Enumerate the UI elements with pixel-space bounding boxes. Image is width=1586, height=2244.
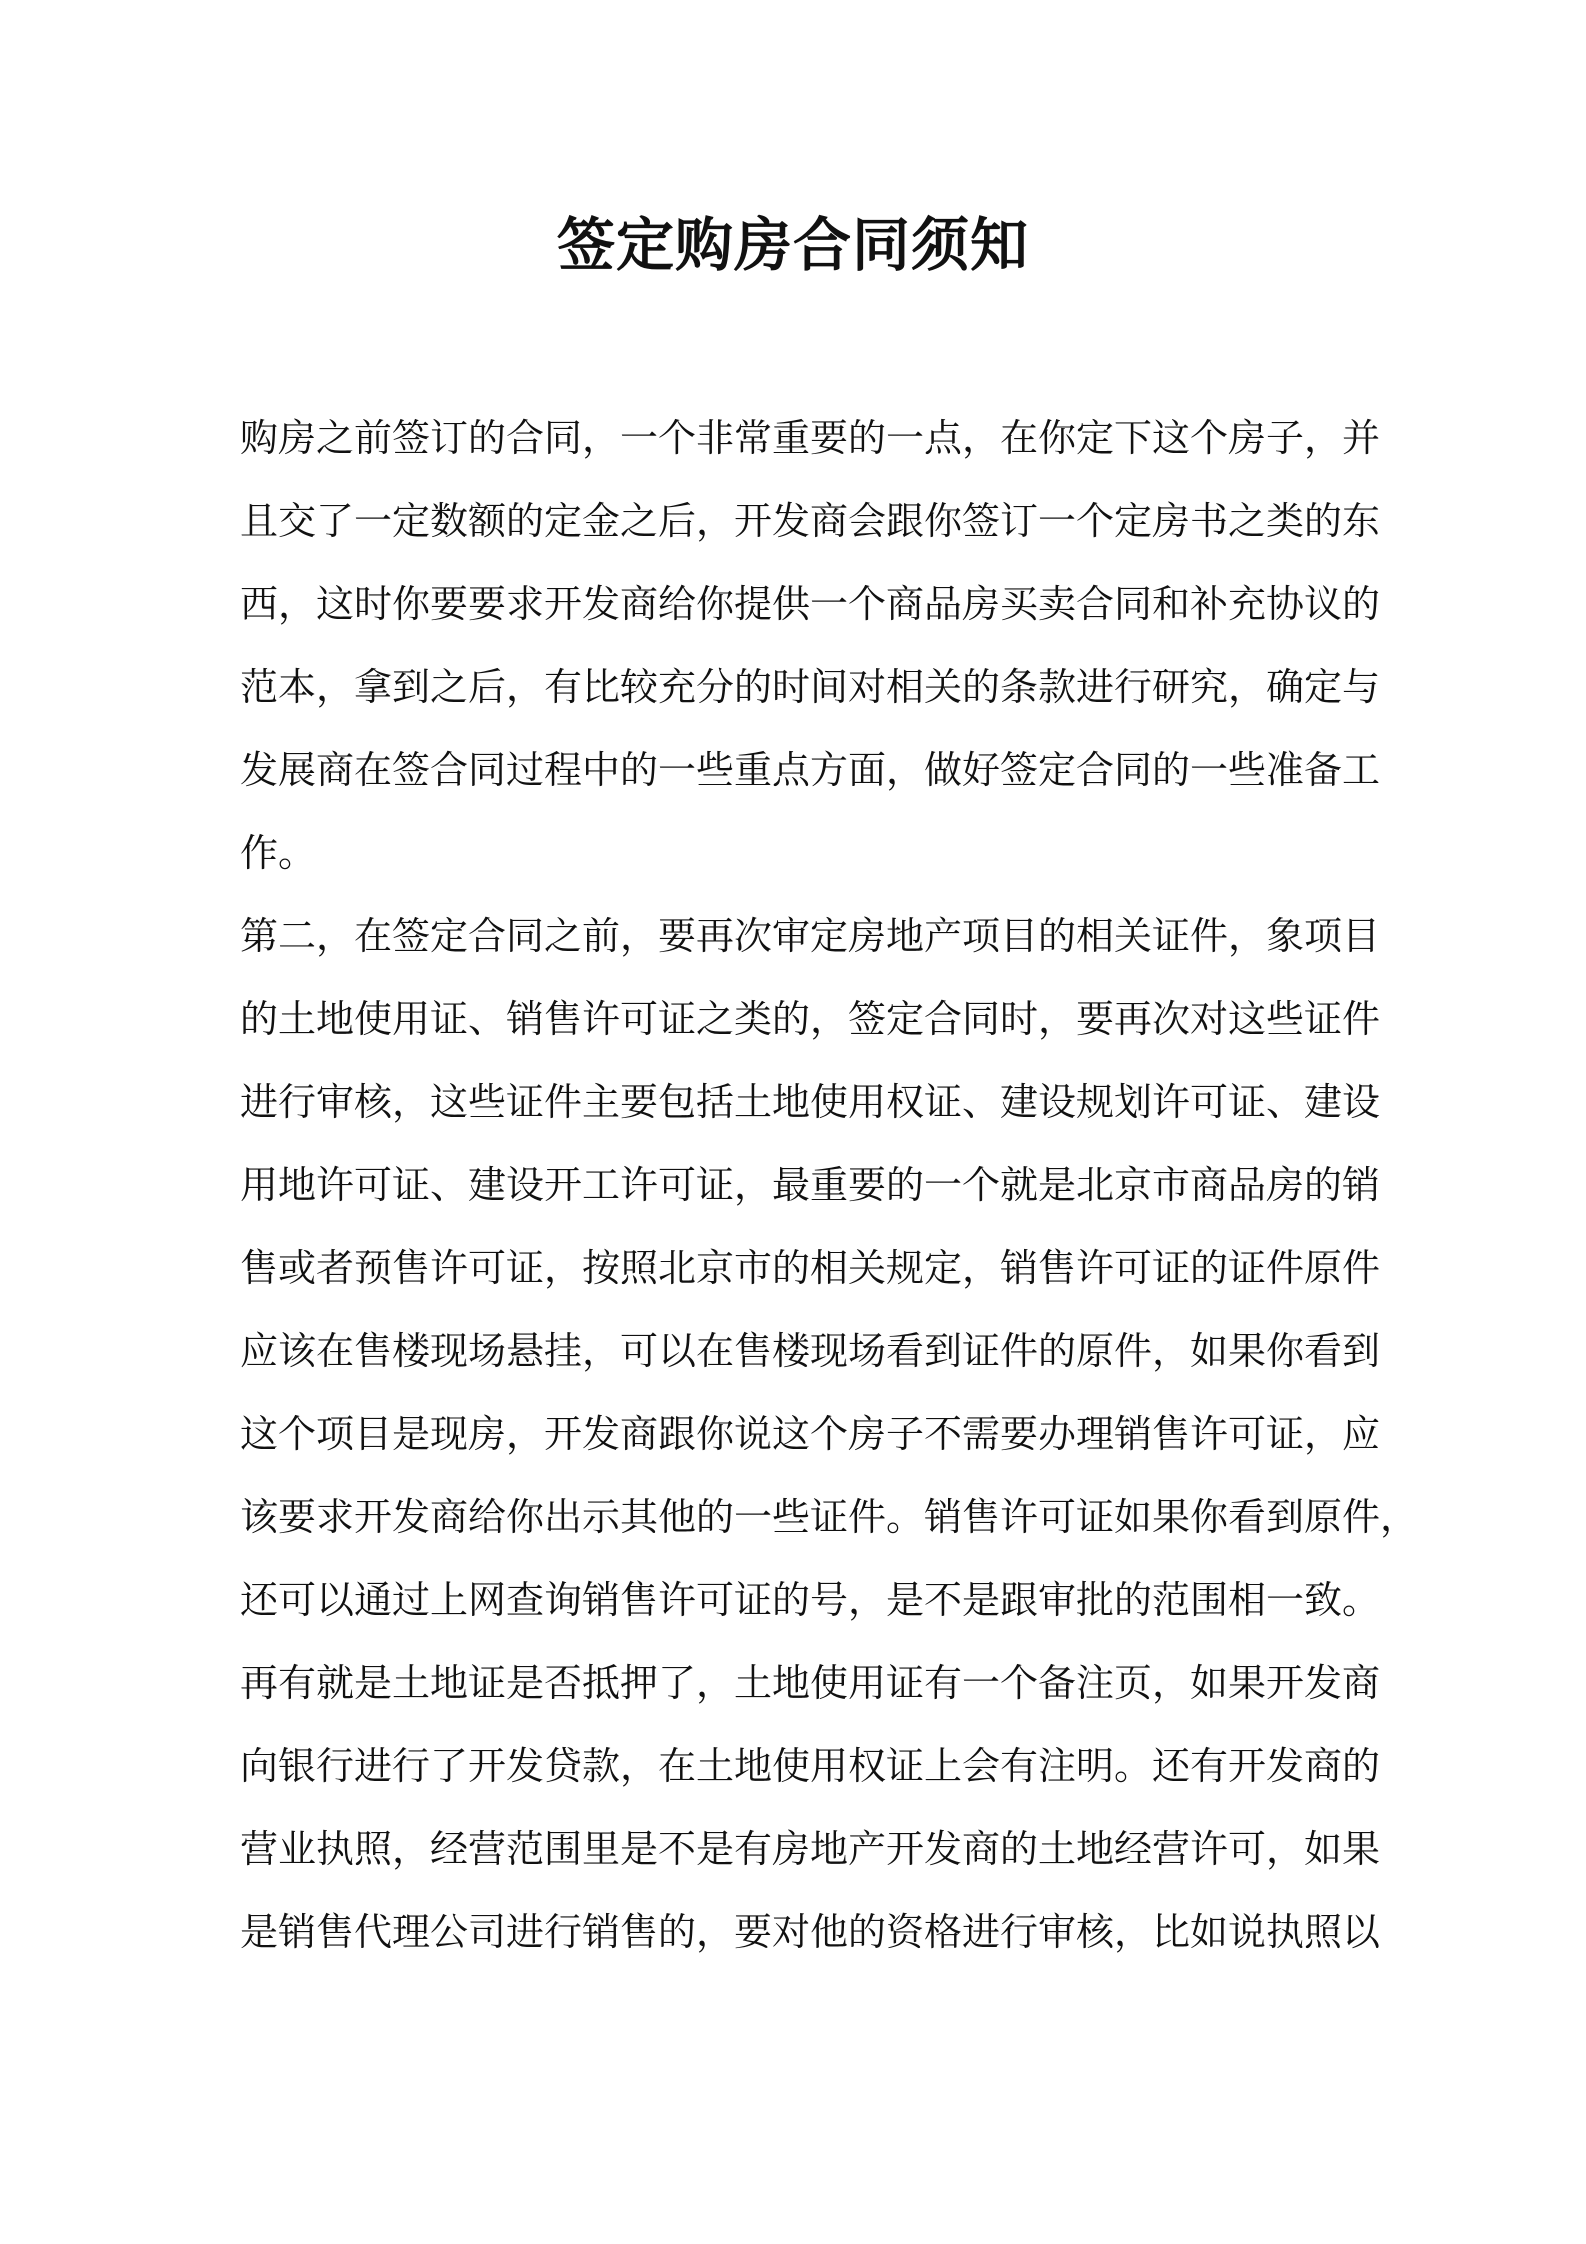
body-line: 发展商在签合同过程中的一些重点方面，做好签定合同的一些准备工: [240, 748, 1381, 792]
body-line: 这个项目是现房，开发商跟你说这个房子不需要办理销售许可证，应: [240, 1412, 1381, 1456]
body-line: 用地许可证、建设开工许可证，最重要的一个就是北京市商品房的销: [240, 1163, 1381, 1207]
document-body: [240, 397, 1419, 1974]
body-line: 是销售代理公司进行销售的，要对他的资格进行审核，比如说执照以: [240, 1910, 1381, 1954]
body-line: 购房之前签订的合同，一个非常重要的一点，在你定下这个房子，并: [240, 416, 1381, 460]
body-line: 该要求开发商给你出示其他的一些证件。销售许可证如果你看到原件，: [240, 1495, 1419, 1539]
body-line: 向银行进行了开发贷款，在土地使用权证上会有注明。还有开发商的: [240, 1744, 1381, 1788]
body-line: 的土地使用证、销售许可证之类的，签定合同时，要再次对这些证件: [240, 997, 1381, 1041]
body-line: 售或者预售许可证，按照北京市的相关规定，销售许可证的证件原件: [240, 1246, 1381, 1290]
body-line: 进行审核，这些证件主要包括土地使用权证、建设规划许可证、建设: [240, 1080, 1381, 1124]
body-line: 营业执照，经营范围里是不是有房地产开发商的土地经营许可，如果: [240, 1827, 1381, 1871]
body-line: 作。: [240, 831, 317, 875]
document-title: 签定购房合同须知: [556, 211, 1029, 279]
body-line: 西，这时你要要求开发商给你提供一个商品房买卖合同和补充协议的: [240, 582, 1381, 626]
body-line: 应该在售楼现场悬挂，可以在售楼现场看到证件的原件，如果你看到: [240, 1329, 1381, 1373]
body-line: 且交了一定数额的定金之后，开发商会跟你签订一个定房书之类的东: [240, 499, 1381, 543]
body-line: 第二，在签定合同之前，要再次审定房地产项目的相关证件，象项目: [240, 914, 1381, 958]
body-line: 还可以通过上网查询销售许可证的号，是不是跟审批的范围相一致。: [240, 1578, 1381, 1622]
body-line: 再有就是土地证是否抵押了，土地使用证有一个备注页，如果开发商: [240, 1661, 1381, 1705]
body-line: 范本，拿到之后，有比较充分的时间对相关的条款进行研究，确定与: [240, 665, 1381, 709]
